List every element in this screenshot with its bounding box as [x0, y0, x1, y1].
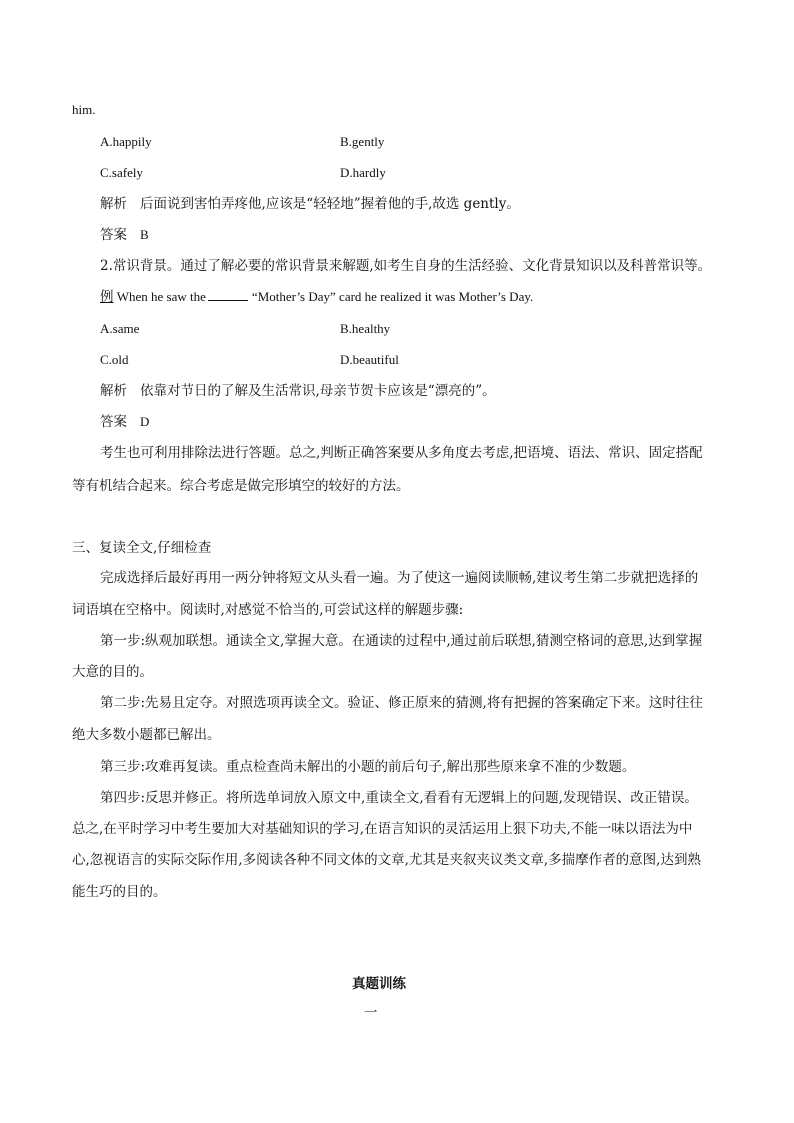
summary-line2: 等有机结合起来。综合考虑是做完形填空的较好的方法。 [72, 478, 410, 494]
answer-text: B [140, 227, 149, 242]
q1-options-row1 [100, 133, 500, 151]
option-a: A.same [100, 321, 140, 336]
option-a: A.happily [100, 134, 152, 149]
option-b: B.gently [340, 134, 385, 149]
analysis-label: 解析 [100, 196, 127, 212]
footer-heading: 真题训练 [352, 976, 406, 992]
q2-example [100, 288, 533, 306]
footer-number: 一 [364, 1005, 378, 1021]
q1-options-row2 [100, 164, 500, 182]
step2-line1: 第二步:先易且定夺。对照选项再读全文。验证、修正原来的猜测,将有把握的答案确定下来。这时往往 [100, 695, 703, 711]
q1-answer [100, 226, 149, 244]
q2-analysis [100, 382, 496, 400]
answer-label: 答案 [100, 227, 127, 243]
q1-tail: him. [72, 102, 96, 117]
option-c: C.old [100, 352, 129, 367]
step1-line1: 第一步:纵观加联想。通读全文,掌握大意。在通读的过程中,通过前后联想,猜测空格词的意思,达到掌握 [100, 633, 703, 649]
example-stem-after: “Mother’s Day” card he realized it was Mother’s Day. [251, 289, 534, 304]
step4: 第四步:反思并修正。将所选单词放入原文中,重读全文,看看有无逻辑上的问题,发现错误、改正错误。 [100, 790, 698, 806]
analysis-label: 解析 [100, 383, 127, 399]
q2-intro: 2.常识背景。通过了解必要的常识背景来解题,如考生自身的生活经验、文化背景知识以及科普常识等。 [100, 258, 712, 274]
step1-line2: 大意的目的。 [72, 664, 153, 680]
step3: 第三步:攻难再复读。重点检查尚未解出的小题的前后句子,解出那些原来拿不准的少数题。 [100, 759, 636, 775]
q1-analysis [100, 195, 520, 213]
conclusion-line2: 心,忽视语言的实际交际作用,多阅读各种不同文体的文章,尤其是夹叙夹议类文章,多揣摩作者的意图,达到熟 [72, 852, 701, 868]
answer-label: 答案 [100, 414, 127, 430]
section3-p1-line1: 完成选择后最好再用一两分钟将短文从头看一遍。为了使这一遍阅读顺畅,建议考生第二步就把选择的 [100, 570, 699, 586]
option-d: D.beautiful [340, 352, 399, 367]
section3-title: 三、复读全文,仔细检查 [72, 540, 212, 556]
q2-answer [100, 413, 149, 431]
example-blank [208, 288, 248, 301]
summary-line1: 考生也可利用排除法进行答题。总之,判断正确答案要从多角度去考虑,把语境、语法、常识、固定搭配 [100, 445, 703, 461]
option-c: C.safely [100, 165, 143, 180]
option-d: D.hardly [340, 165, 386, 180]
answer-text: D [140, 414, 150, 429]
section3-p1-line2: 词语填在空格中。阅读时,对感觉不恰当的,可尝试这样的解题步骤: [72, 602, 464, 618]
option-b: B.healthy [340, 321, 391, 336]
example-stem-before: When he saw the [116, 289, 206, 304]
analysis-text: 依靠对节日的了解及生活常识,母亲节贺卡应该是“漂亮的”。 [140, 383, 496, 399]
conclusion-line3: 能生巧的目的。 [72, 884, 167, 900]
example-label: 例 [100, 289, 114, 305]
step2-line2: 绝大多数小题都已解出。 [72, 727, 221, 743]
conclusion-line1: 总之,在平时学习中考生要加大对基础知识的学习,在语言知识的灵活运用上狠下功夫,不能一味以语法为中 [72, 821, 693, 837]
q2-options-row1 [100, 320, 500, 338]
analysis-text: 后面说到害怕弄疼他,应该是“轻轻地”握着他的手,故选 gently。 [140, 196, 520, 212]
q2-options-row2 [100, 351, 500, 369]
